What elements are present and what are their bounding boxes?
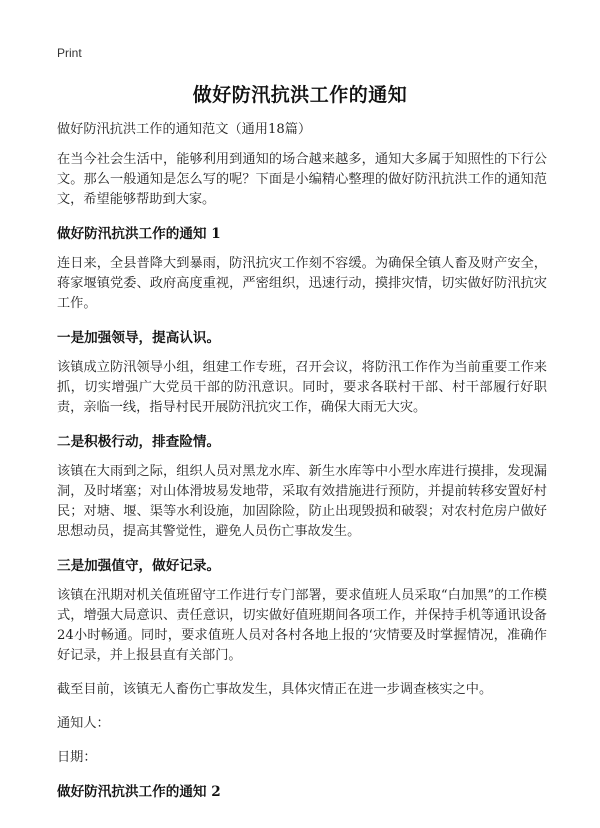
point-heading-3: 三是加强值守，做好记录。 (57, 558, 221, 574)
point-heading-1: 一是加强领导，提高认识。 (57, 330, 221, 346)
document-body (57, 120, 547, 812)
section-heading-1: 做好防汛抗洪工作的通知 1 (57, 226, 221, 242)
print-link[interactable]: Print (57, 46, 82, 60)
document-subtitle: 做好防汛抗洪工作的通知范文（通用18篇） (57, 122, 312, 137)
point-3-paragraph: 该镇在汛期对机关值班留守工作进行专门部署，要求值班人员采取“白加黑”的工作模式，增强大局意识、责任意识，切实做好值班期间各项工作，并保持手机等通讯设备24小时畅通。同时，要求值班人员对各村各地上报的‘灾情要及时掌握情况，准确作好记录，并上报县直有关部门。 (57, 588, 547, 663)
point-2-paragraph: 该镇在大雨到之际，组织人员对黑龙水库、新生水库等中小型水库进行摸排，发现漏洞，及时堵塞；对山体滑坡易发地带，采取有效措施进行预防，并提前转移安置好村民；对塘、堰、渠等水利设施，加固除险，防止出现毁损和破裂；对农村危房户做好思想动员，提高其警觉性，避免人员伤亡事故发生。 (57, 464, 547, 539)
point-heading-2: 二是积极行动，排查险情。 (57, 434, 221, 450)
notifier-label: 通知人： (57, 716, 110, 731)
section-heading-2: 做好防汛抗洪工作的通知 2 (57, 784, 221, 800)
date-label: 日期： (57, 750, 97, 765)
page-title: 做好防汛抗洪工作的通知 (192, 84, 408, 106)
point-1-paragraph: 该镇成立防汛领导小组，组建工作专班，召开会议，将防汛工作作为当前重要工作来抓，切实增强广大党员干部的防汛意识。同时，要求各联村干部、村干部履行好职责，亲临一线，指导村民开展防汛抗灾工作，确保大雨无大灾。 (57, 360, 547, 415)
section-1-paragraph: 连日来，全县普降大到暴雨，防汛抗灾工作刻不容缓。为确保全镇人畜及财产安全，蒋家堰镇党委、政府高度重视，严密组织，迅速行动，摸排灾情，切实做好防汛抗灾工作。 (57, 256, 547, 311)
intro-paragraph: 在当今社会生活中，能够利用到通知的场合越来越多，通知大多属于知照性的下行公文。那么一般通知是怎么写的呢？下面是小编精心整理的做好防汛抗洪工作的通知范文，希望能够帮助到大家。 (57, 152, 547, 207)
closing-paragraph: 截至目前，该镇无人畜伤亡事故发生，具体灾情正在进一步调查核实之中。 (57, 682, 493, 697)
